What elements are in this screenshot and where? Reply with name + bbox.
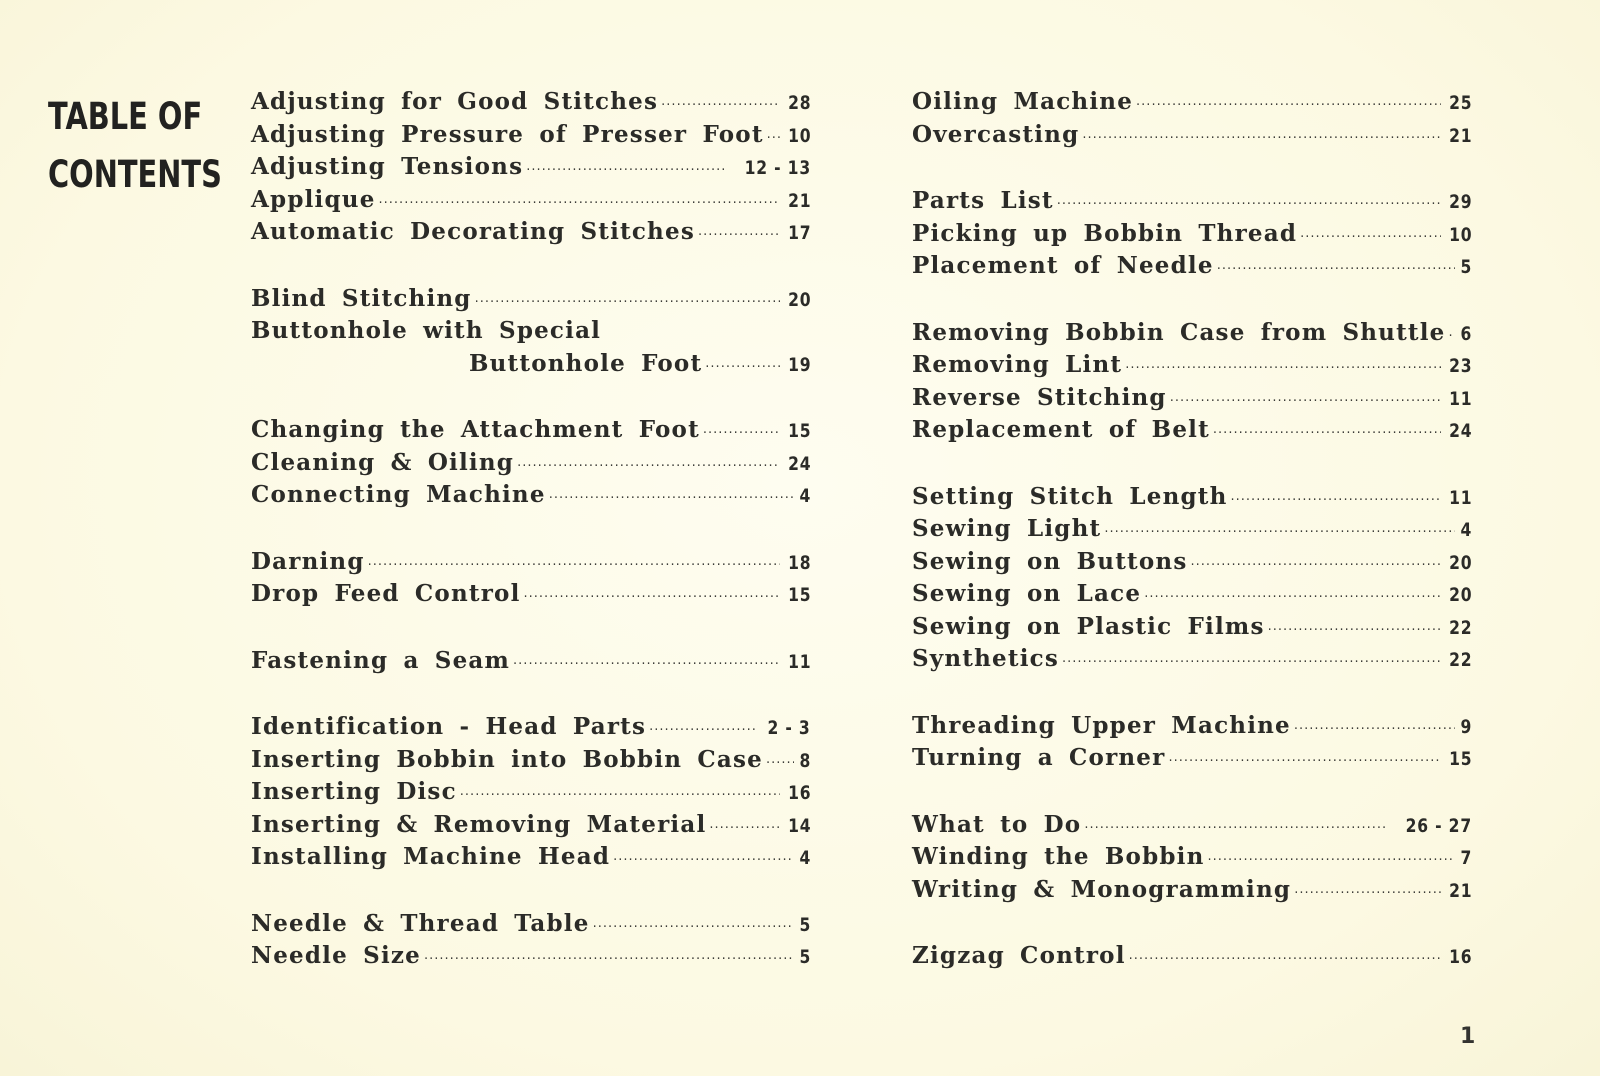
dot-leader	[1190, 558, 1440, 573]
toc-group	[251, 416, 811, 514]
toc-entry	[251, 186, 811, 219]
toc-entry	[912, 942, 1472, 975]
toc-heading-line-1: TABLE OF	[48, 95, 203, 138]
toc-entry	[251, 548, 811, 581]
toc-entry-page: 4	[799, 847, 811, 869]
toc-group	[251, 713, 811, 876]
toc-entry	[912, 744, 1472, 777]
toc-entry-title: Adjusting Pressure of Presser Foot	[251, 120, 764, 148]
toc-entry	[912, 416, 1472, 449]
toc-entry-page: 20	[1448, 584, 1472, 606]
toc-entry-page: 10	[1448, 223, 1472, 246]
toc-entry-title: Picking up Bobbin Thread	[912, 219, 1298, 247]
toc-entry-title: Removing Bobbin Case from Shuttle	[912, 318, 1446, 346]
dot-leader	[1268, 623, 1441, 638]
toc-entry-title: Sewing on Plastic Films	[912, 612, 1265, 640]
toc-entry-title: Synthetics	[912, 645, 1059, 672]
toc-entry	[912, 811, 1472, 844]
toc-entry-title: Sewing on Buttons	[912, 547, 1188, 575]
toc-entry-title: Identification - Head Parts	[251, 713, 647, 740]
toc-group	[251, 647, 811, 680]
toc-entry-page: 5	[1460, 256, 1472, 278]
toc-group	[912, 811, 1472, 909]
toc-entry-page: 7	[1460, 847, 1472, 869]
dot-leader	[649, 723, 755, 738]
toc-entry-continuation: Buttonhole Foot	[469, 349, 703, 377]
toc-entry	[912, 613, 1472, 646]
toc-entry	[251, 778, 811, 811]
toc-entry	[912, 88, 1472, 121]
toc-entry-page: 2 - 3	[767, 717, 811, 739]
dot-leader	[1129, 952, 1441, 967]
toc-entry-title: Writing & Monogramming	[912, 875, 1292, 903]
toc-entry-page: 22	[1448, 649, 1472, 671]
toc-entry	[912, 876, 1472, 909]
dot-leader	[1213, 426, 1441, 441]
toc-entry-page: 25	[1448, 92, 1472, 114]
dot-leader	[1062, 655, 1441, 670]
toc-entry-page: 21	[1448, 879, 1472, 902]
dot-leader	[1217, 262, 1455, 277]
toc-entry-title: Needle & Thread Table	[251, 909, 590, 937]
toc-entry-title: Overcasting	[912, 120, 1080, 148]
toc-entry	[251, 942, 811, 975]
toc-entry-page: 15	[1448, 748, 1472, 770]
toc-entry-page: 22	[1448, 616, 1472, 639]
dot-leader	[698, 228, 780, 243]
toc-entry	[912, 384, 1472, 417]
dot-leader	[460, 788, 780, 803]
toc-entry	[912, 252, 1472, 285]
toc-entry-title: Inserting Disc	[251, 778, 457, 805]
toc-entry-title: Reverse Stitching	[912, 383, 1167, 411]
dot-leader	[613, 853, 794, 868]
toc-entry-title: Adjusting Tensions	[251, 153, 524, 180]
toc-entry	[251, 713, 811, 746]
toc-entry-page: 21	[1448, 124, 1472, 147]
toc-entry-page: 11	[787, 650, 811, 673]
toc-entry-page: 24	[787, 452, 811, 475]
dot-leader	[1136, 98, 1441, 113]
toc-entry-page: 24	[1448, 420, 1472, 442]
toc-entry	[912, 187, 1472, 220]
toc-entry-page: 15	[787, 420, 811, 442]
dot-leader	[1300, 230, 1440, 245]
dot-leader	[1144, 590, 1440, 605]
toc-entry	[912, 483, 1472, 516]
dot-leader	[549, 491, 794, 506]
toc-entry-title: Needle Size	[251, 942, 421, 969]
toc-entry	[251, 285, 811, 318]
toc-entry-page: 16	[787, 782, 811, 804]
toc-entry-continuation-row	[251, 350, 811, 383]
dot-leader	[475, 295, 780, 310]
dot-leader	[524, 590, 780, 605]
toc-heading	[48, 88, 222, 204]
toc-entry	[251, 121, 811, 154]
dot-leader	[1125, 361, 1440, 376]
toc-entry-page: 11	[1448, 486, 1472, 509]
toc-entry-title: Adjusting for Good Stitches	[251, 88, 659, 115]
dot-leader	[1082, 131, 1440, 146]
toc-entry-page: 8	[799, 749, 811, 772]
toc-entry-title: Turning a Corner	[912, 744, 1166, 771]
dot-leader	[1294, 722, 1455, 737]
toc-entry	[912, 515, 1472, 548]
dot-leader	[1449, 329, 1455, 344]
toc-heading-line-2: CONTENTS	[48, 153, 222, 196]
toc-entry	[912, 645, 1472, 678]
toc-entry-page: 4	[799, 485, 811, 507]
toc-entry-title: Setting Stitch Length	[912, 482, 1228, 510]
toc-group	[251, 910, 811, 975]
toc-entry	[251, 317, 811, 350]
toc-entry	[912, 121, 1472, 154]
toc-entry	[251, 746, 811, 779]
toc-group	[912, 712, 1472, 777]
toc-entry-title: Darning	[251, 547, 365, 575]
toc-group	[912, 483, 1472, 678]
toc-entry-page: 18	[787, 551, 811, 574]
toc-entry-title: Drop Feed Control	[251, 580, 521, 607]
toc-entry-page: 23	[1448, 355, 1472, 377]
toc-entry-title: Cleaning & Oiling	[251, 448, 515, 476]
toc-entry	[912, 712, 1472, 745]
toc-entry-page: 6	[1460, 322, 1472, 345]
dot-leader	[368, 558, 780, 573]
toc-entry	[251, 647, 811, 680]
toc-entry-title: Removing Lint	[912, 351, 1123, 378]
toc-entry-page: 14	[787, 814, 811, 837]
toc-entry-page: 9	[1460, 715, 1472, 738]
toc-entry-title: Placement of Needle	[912, 252, 1214, 279]
toc-entry	[912, 580, 1472, 613]
toc-entry-title: What to Do	[912, 810, 1082, 838]
toc-entry-page: 10	[787, 124, 811, 147]
toc-entry-page: 5	[799, 913, 811, 936]
toc-entry-page: 16	[1448, 946, 1472, 968]
toc-group	[251, 88, 811, 251]
toc-entry	[912, 843, 1472, 876]
toc-entry-title: Inserting & Removing Material	[251, 810, 707, 838]
toc-group	[912, 942, 1472, 975]
toc-group	[912, 88, 1472, 153]
dot-leader	[424, 952, 794, 967]
toc-entry-title: Oiling Machine	[912, 88, 1134, 115]
toc-entry	[251, 88, 811, 121]
dot-leader	[1104, 525, 1454, 540]
toc-entry	[912, 319, 1472, 352]
toc-entry-page: 29	[1448, 191, 1472, 213]
toc-entry-page: 20	[787, 288, 811, 311]
toc-entry-title: Fastening a Seam	[251, 646, 511, 674]
toc-entry	[251, 449, 811, 482]
dot-leader	[767, 131, 780, 146]
dot-leader	[703, 426, 780, 441]
dot-leader	[709, 821, 779, 836]
toc-entry-page: 11	[1448, 387, 1472, 410]
toc-entry	[251, 481, 811, 514]
toc-group	[251, 285, 811, 383]
toc-entry-title: Changing the Attachment Foot	[251, 416, 700, 443]
toc-entry-page: 4	[1460, 519, 1472, 541]
toc-entry-page: 19	[787, 353, 811, 376]
toc-entry-title: Blind Stitching	[251, 284, 472, 312]
toc-entry-page: 21	[787, 189, 811, 212]
page-number: 1	[1460, 1024, 1476, 1049]
toc-entry	[251, 580, 811, 613]
toc-entry	[912, 220, 1472, 253]
toc-entry	[251, 153, 811, 186]
dot-leader	[1084, 821, 1388, 836]
toc-entry-title: Zigzag Control	[912, 942, 1126, 969]
toc-group	[912, 187, 1472, 285]
toc-right-column	[912, 88, 1472, 1009]
dot-leader	[1057, 197, 1441, 212]
toc-entry	[912, 548, 1472, 581]
dot-leader	[1170, 394, 1441, 409]
dot-leader	[1294, 886, 1440, 901]
toc-entry-page: 5	[799, 946, 811, 968]
toc-entry	[251, 843, 811, 876]
toc-entry-title: Buttonhole with Special	[251, 317, 602, 344]
toc-entry-title: Connecting Machine	[251, 481, 546, 508]
toc-entry-page: 28	[787, 92, 811, 114]
toc-left-column	[251, 88, 811, 1009]
toc-entry	[251, 811, 811, 844]
toc-entry	[251, 416, 811, 449]
dot-leader	[593, 920, 794, 935]
toc-entry-title: Inserting Bobbin into Bobbin Case	[251, 745, 763, 773]
dot-leader	[1168, 754, 1440, 769]
toc-entry-title: Applique	[251, 185, 376, 213]
toc-entry-page: 20	[1448, 551, 1472, 574]
toc-group	[251, 548, 811, 613]
dot-leader	[705, 360, 779, 375]
toc-group	[912, 319, 1472, 449]
dot-leader	[1208, 853, 1455, 868]
toc-entry-title: Winding the Bobbin	[912, 843, 1205, 870]
dot-leader	[766, 756, 794, 771]
toc-entry-page: 17	[787, 222, 811, 244]
dot-leader	[513, 657, 780, 672]
toc-entry-title: Replacement of Belt	[912, 416, 1210, 443]
toc-entry-title: Threading Upper Machine	[912, 711, 1291, 739]
toc-entry-title: Sewing on Lace	[912, 580, 1142, 607]
toc-entry-title: Parts List	[912, 187, 1054, 214]
toc-entry-page: 15	[787, 584, 811, 606]
toc-entry-title: Sewing Light	[912, 515, 1102, 542]
toc-entry	[912, 351, 1472, 384]
toc-entry-title: Automatic Decorating Stitches	[251, 218, 695, 245]
dot-leader	[379, 196, 780, 211]
dot-leader	[661, 98, 779, 113]
dot-leader	[517, 459, 779, 474]
toc-entry	[251, 910, 811, 943]
dot-leader	[1231, 493, 1441, 508]
toc-entry	[251, 218, 811, 251]
dot-leader	[526, 163, 727, 178]
toc-entry-title: Installing Machine Head	[251, 843, 611, 870]
toc-entry-page: 12 - 13	[744, 157, 811, 179]
toc-entry-page: 26 - 27	[1405, 814, 1472, 837]
